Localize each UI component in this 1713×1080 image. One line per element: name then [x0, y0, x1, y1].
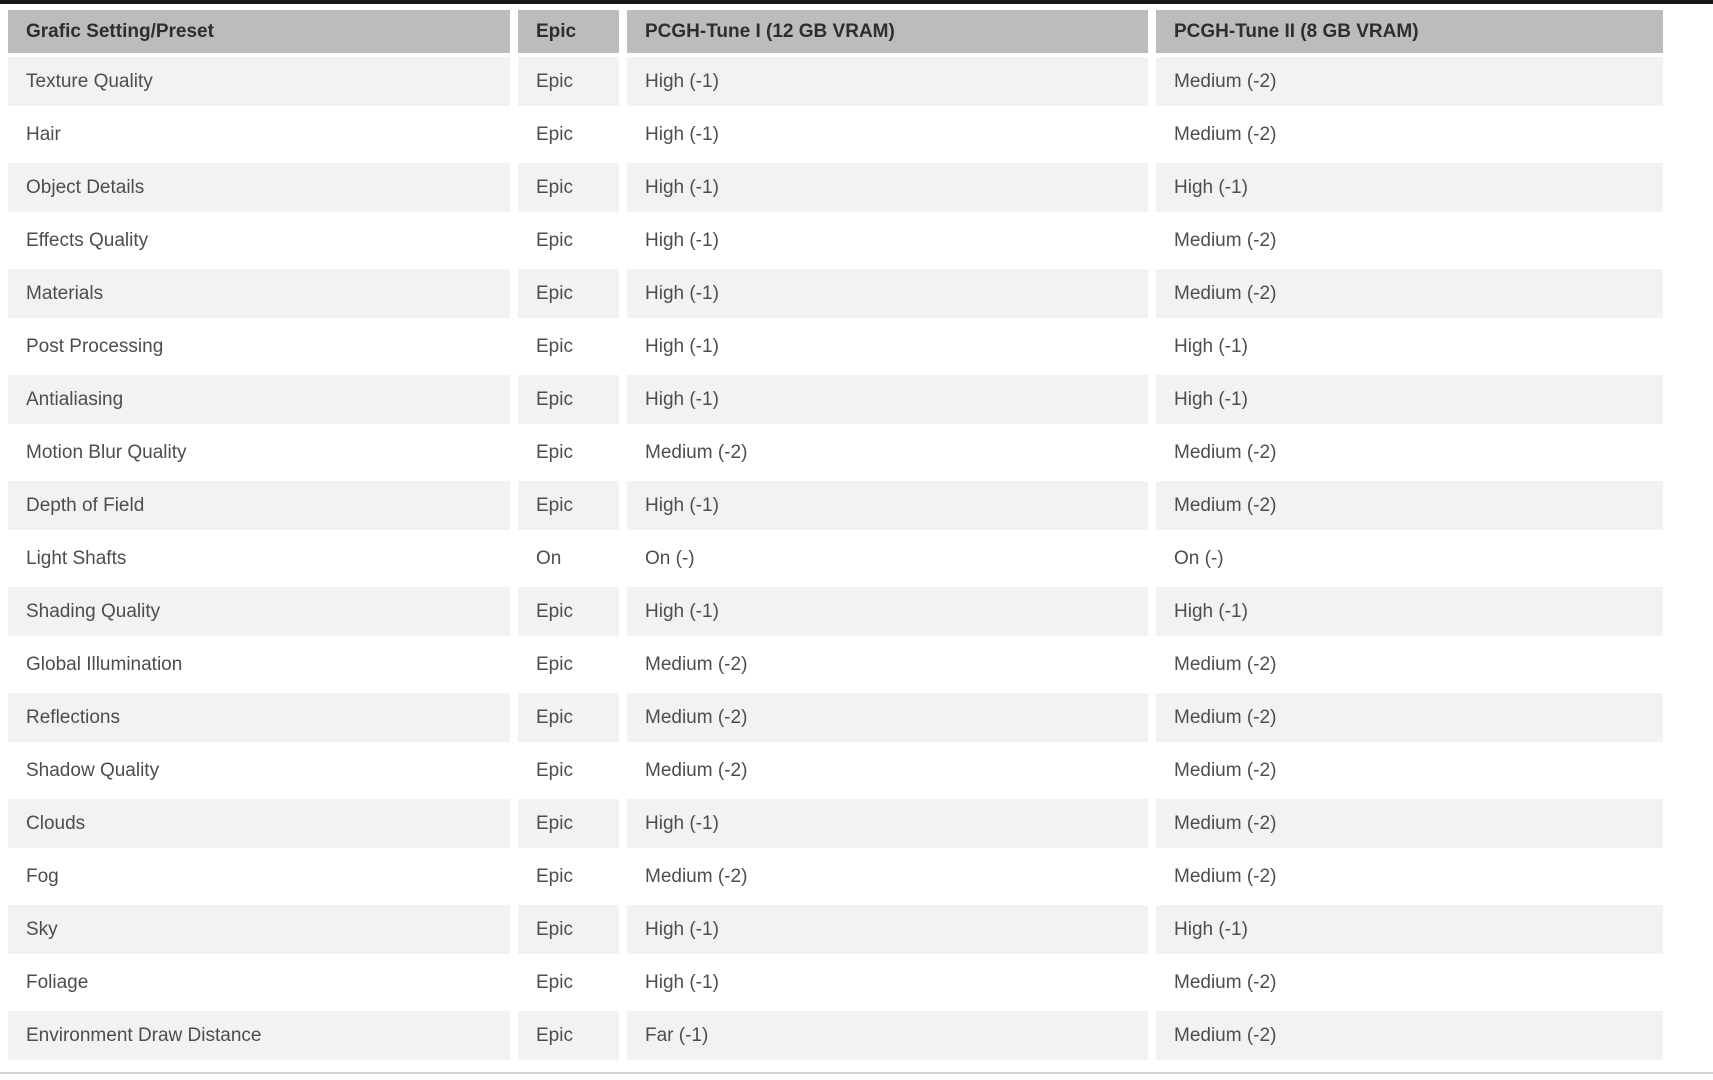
table-row	[8, 587, 1663, 636]
table-row	[8, 269, 1663, 318]
table-row	[8, 322, 1663, 371]
cell-setting-name: Global Illumination	[8, 640, 510, 689]
cell-pcgh-tune-2-value: Medium (-2)	[1156, 481, 1663, 530]
cell-epic-value: Epic	[518, 428, 619, 477]
cell-epic-value: Epic	[518, 375, 619, 424]
header-row	[8, 10, 1663, 53]
cell-setting-name: Foliage	[8, 958, 510, 1007]
table-row	[8, 746, 1663, 795]
table-row	[8, 640, 1663, 689]
cell-pcgh-tune-1-value: High (-1)	[627, 375, 1148, 424]
cell-epic-value: Epic	[518, 958, 619, 1007]
cell-pcgh-tune-1-value: Medium (-2)	[627, 693, 1148, 742]
cell-pcgh-tune-1-value: Medium (-2)	[627, 428, 1148, 477]
graphics-settings-table	[0, 6, 1671, 1064]
cell-setting-name: Texture Quality	[8, 57, 510, 106]
cell-epic-value: Epic	[518, 216, 619, 265]
column-header-setting: Grafic Setting/Preset	[8, 10, 510, 53]
table-row	[8, 852, 1663, 901]
table-row	[8, 481, 1663, 530]
table-row	[8, 375, 1663, 424]
cell-pcgh-tune-2-value: Medium (-2)	[1156, 57, 1663, 106]
cell-pcgh-tune-2-value: Medium (-2)	[1156, 958, 1663, 1007]
cell-setting-name: Reflections	[8, 693, 510, 742]
cell-setting-name: Fog	[8, 852, 510, 901]
table-row	[8, 163, 1663, 212]
cell-setting-name: Sky	[8, 905, 510, 954]
bottom-divider	[0, 1072, 1713, 1074]
cell-pcgh-tune-1-value: High (-1)	[627, 163, 1148, 212]
table-row	[8, 534, 1663, 583]
table-body	[8, 57, 1663, 1060]
cell-pcgh-tune-1-value: Medium (-2)	[627, 640, 1148, 689]
cell-pcgh-tune-2-value: Medium (-2)	[1156, 693, 1663, 742]
cell-epic-value: Epic	[518, 905, 619, 954]
cell-setting-name: Depth of Field	[8, 481, 510, 530]
cell-pcgh-tune-2-value: High (-1)	[1156, 322, 1663, 371]
cell-pcgh-tune-1-value: Medium (-2)	[627, 746, 1148, 795]
table-row	[8, 428, 1663, 477]
column-header-pcgh-tune-2: PCGH-Tune II (8 GB VRAM)	[1156, 10, 1663, 53]
cell-setting-name: Object Details	[8, 163, 510, 212]
cell-pcgh-tune-1-value: High (-1)	[627, 481, 1148, 530]
cell-epic-value: Epic	[518, 163, 619, 212]
cell-pcgh-tune-2-value: Medium (-2)	[1156, 269, 1663, 318]
cell-epic-value: Epic	[518, 799, 619, 848]
cell-pcgh-tune-2-value: Medium (-2)	[1156, 852, 1663, 901]
cell-pcgh-tune-2-value: On (-)	[1156, 534, 1663, 583]
cell-setting-name: Antialiasing	[8, 375, 510, 424]
cell-epic-value: Epic	[518, 1011, 619, 1060]
cell-epic-value: Epic	[518, 852, 619, 901]
table-row	[8, 693, 1663, 742]
cell-pcgh-tune-1-value: High (-1)	[627, 216, 1148, 265]
cell-setting-name: Clouds	[8, 799, 510, 848]
cell-pcgh-tune-1-value: High (-1)	[627, 322, 1148, 371]
cell-epic-value: Epic	[518, 481, 619, 530]
cell-setting-name: Materials	[8, 269, 510, 318]
table-row	[8, 57, 1663, 106]
cell-pcgh-tune-2-value: Medium (-2)	[1156, 216, 1663, 265]
cell-pcgh-tune-1-value: High (-1)	[627, 799, 1148, 848]
cell-pcgh-tune-1-value: High (-1)	[627, 958, 1148, 1007]
cell-pcgh-tune-2-value: High (-1)	[1156, 587, 1663, 636]
cell-epic-value: On	[518, 534, 619, 583]
top-border	[0, 0, 1713, 4]
cell-pcgh-tune-1-value: High (-1)	[627, 57, 1148, 106]
cell-epic-value: Epic	[518, 110, 619, 159]
cell-pcgh-tune-2-value: Medium (-2)	[1156, 640, 1663, 689]
table-row	[8, 905, 1663, 954]
cell-pcgh-tune-1-value: High (-1)	[627, 587, 1148, 636]
cell-pcgh-tune-1-value: On (-)	[627, 534, 1148, 583]
cell-setting-name: Light Shafts	[8, 534, 510, 583]
cell-pcgh-tune-2-value: Medium (-2)	[1156, 799, 1663, 848]
table-row	[8, 1011, 1663, 1060]
cell-setting-name: Shadow Quality	[8, 746, 510, 795]
cell-epic-value: Epic	[518, 57, 619, 106]
cell-setting-name: Shading Quality	[8, 587, 510, 636]
cell-pcgh-tune-2-value: High (-1)	[1156, 375, 1663, 424]
cell-epic-value: Epic	[518, 322, 619, 371]
cell-pcgh-tune-1-value: Far (-1)	[627, 1011, 1148, 1060]
cell-pcgh-tune-2-value: Medium (-2)	[1156, 428, 1663, 477]
cell-pcgh-tune-2-value: Medium (-2)	[1156, 1011, 1663, 1060]
cell-pcgh-tune-1-value: High (-1)	[627, 905, 1148, 954]
table-row	[8, 958, 1663, 1007]
cell-pcgh-tune-2-value: High (-1)	[1156, 163, 1663, 212]
cell-setting-name: Post Processing	[8, 322, 510, 371]
table-row	[8, 799, 1663, 848]
table-row	[8, 216, 1663, 265]
cell-epic-value: Epic	[518, 746, 619, 795]
cell-pcgh-tune-1-value: High (-1)	[627, 269, 1148, 318]
cell-epic-value: Epic	[518, 693, 619, 742]
cell-epic-value: Epic	[518, 640, 619, 689]
cell-setting-name: Environment Draw Distance	[8, 1011, 510, 1060]
table-row	[8, 110, 1663, 159]
cell-pcgh-tune-2-value: Medium (-2)	[1156, 110, 1663, 159]
cell-pcgh-tune-2-value: Medium (-2)	[1156, 746, 1663, 795]
cell-epic-value: Epic	[518, 269, 619, 318]
cell-pcgh-tune-2-value: High (-1)	[1156, 905, 1663, 954]
cell-setting-name: Effects Quality	[8, 216, 510, 265]
cell-pcgh-tune-1-value: High (-1)	[627, 110, 1148, 159]
column-header-pcgh-tune-1: PCGH-Tune I (12 GB VRAM)	[627, 10, 1148, 53]
cell-setting-name: Motion Blur Quality	[8, 428, 510, 477]
column-header-epic: Epic	[518, 10, 619, 53]
cell-setting-name: Hair	[8, 110, 510, 159]
cell-epic-value: Epic	[518, 587, 619, 636]
cell-pcgh-tune-1-value: Medium (-2)	[627, 852, 1148, 901]
